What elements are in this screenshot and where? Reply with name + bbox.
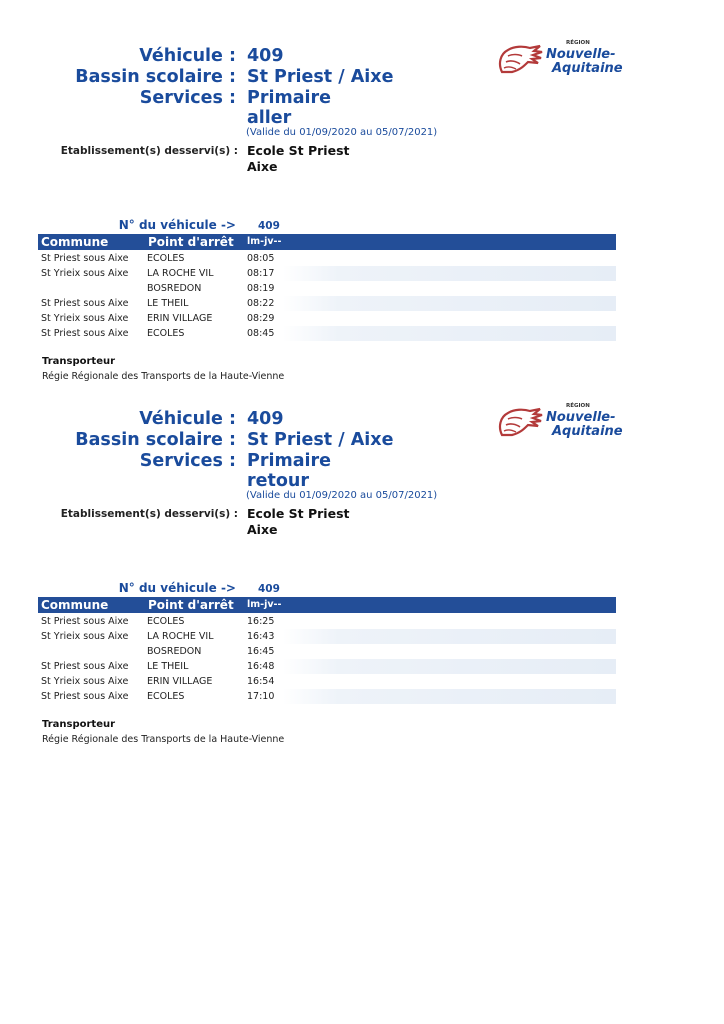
stop-cell: BOSREDON	[147, 283, 202, 294]
table-row	[38, 689, 616, 704]
table-header	[38, 234, 616, 250]
stop-cell: ERIN VILLAGE	[147, 676, 213, 687]
time-cell: 08:45	[247, 328, 275, 339]
time-cell: 08:05	[247, 253, 275, 264]
commune-cell: St Yrieix sous Aixe	[41, 268, 129, 279]
table-body	[38, 614, 616, 704]
region-logo	[494, 40, 623, 82]
region-logo	[494, 403, 623, 445]
stop-cell: LA ROCHE VIL	[147, 268, 214, 279]
transporteur-name: Régie Régionale des Transports de la Haute-Vienne	[42, 734, 285, 745]
transporteur-label: Transporteur	[42, 356, 116, 367]
etablissement-line-2: Aixe	[247, 159, 278, 174]
time-cell: 08:29	[247, 313, 275, 324]
etablissement-line-1: Ecole St Priest	[247, 506, 350, 521]
vehicule-num-label: N° du véhicule ->	[118, 581, 236, 595]
vehicule-num-value: 409	[258, 583, 280, 595]
logo-line-2: Aquitaine	[552, 61, 623, 76]
services-value: Primaire	[247, 451, 331, 471]
col-days: lm-jv--	[247, 599, 282, 610]
table-row	[38, 629, 616, 644]
table-row	[38, 281, 616, 296]
table-row	[38, 674, 616, 689]
bassin-label: Bassin scolaire :	[75, 430, 236, 450]
services-value: Primaire	[247, 88, 331, 108]
bassin-value: St Priest / Aixe	[247, 67, 394, 87]
timetable-block-aller	[0, 0, 724, 382]
commune-cell: St Yrieix sous Aixe	[41, 631, 129, 642]
vehicule-num-value: 409	[258, 220, 280, 232]
validity-text: (Valide du 01/09/2020 au 05/07/2021)	[246, 490, 438, 501]
stop-cell: LA ROCHE VIL	[147, 631, 214, 642]
vehicule-label: Véhicule :	[139, 409, 236, 429]
vehicule-value: 409	[247, 46, 284, 66]
logo-line-1: Nouvelle-	[546, 410, 616, 425]
commune-cell: St Priest sous Aixe	[41, 253, 129, 264]
stop-cell: LE THEIL	[147, 298, 189, 309]
commune-cell: St Yrieix sous Aixe	[41, 676, 129, 687]
commune-cell: St Priest sous Aixe	[41, 328, 129, 339]
time-cell: 16:54	[247, 676, 275, 687]
table-row	[38, 614, 616, 629]
logo-region-text: RÉGION	[566, 40, 590, 46]
table-body	[38, 251, 616, 341]
table-row	[38, 326, 616, 341]
commune-cell: St Priest sous Aixe	[41, 691, 129, 702]
stop-cell: ECOLES	[147, 328, 185, 339]
stop-cell: LE THEIL	[147, 661, 189, 672]
vehicule-num-label: N° du véhicule ->	[118, 218, 236, 232]
etablissement-line-1: Ecole St Priest	[247, 143, 350, 158]
time-cell: 16:45	[247, 646, 275, 657]
commune-cell: St Yrieix sous Aixe	[41, 313, 129, 324]
transporteur-label: Transporteur	[42, 719, 116, 730]
transporteur-name: Régie Régionale des Transports de la Haute-Vienne	[42, 371, 285, 382]
time-cell: 08:17	[247, 268, 275, 279]
stop-cell: ECOLES	[147, 253, 185, 264]
etablissements-label: Etablissement(s) desservi(s) :	[60, 508, 238, 520]
time-cell: 17:10	[247, 691, 275, 702]
col-days: lm-jv--	[247, 236, 282, 247]
logo-line-2: Aquitaine	[552, 424, 623, 439]
logo-region-text: RÉGION	[566, 403, 590, 409]
services-label: Services :	[139, 88, 236, 108]
col-point: Point d'arrêt	[148, 598, 234, 612]
stop-cell: ERIN VILLAGE	[147, 313, 213, 324]
time-cell: 08:22	[247, 298, 275, 309]
direction-value: retour	[247, 471, 309, 491]
commune-cell: St Priest sous Aixe	[41, 661, 129, 672]
stop-cell: BOSREDON	[147, 646, 202, 657]
time-cell: 16:25	[247, 616, 275, 627]
stop-cell: ECOLES	[147, 691, 185, 702]
commune-cell: St Priest sous Aixe	[41, 298, 129, 309]
col-commune: Commune	[41, 598, 109, 612]
lion-emblem-icon	[494, 42, 546, 78]
time-cell: 08:19	[247, 283, 275, 294]
vehicule-value: 409	[247, 409, 284, 429]
services-label: Services :	[139, 451, 236, 471]
timetable-block-retour	[0, 363, 724, 745]
col-commune: Commune	[41, 235, 109, 249]
table-row	[38, 251, 616, 266]
etablissement-line-2: Aixe	[247, 522, 278, 537]
col-point: Point d'arrêt	[148, 235, 234, 249]
etablissements-label: Etablissement(s) desservi(s) :	[60, 145, 238, 157]
commune-cell: St Priest sous Aixe	[41, 616, 129, 627]
time-cell: 16:43	[247, 631, 275, 642]
lion-emblem-icon	[494, 405, 546, 441]
table-row	[38, 644, 616, 659]
vehicule-label: Véhicule :	[139, 46, 236, 66]
bassin-value: St Priest / Aixe	[247, 430, 394, 450]
table-row	[38, 659, 616, 674]
bassin-label: Bassin scolaire :	[75, 67, 236, 87]
time-cell: 16:48	[247, 661, 275, 672]
table-row	[38, 266, 616, 281]
table-row	[38, 296, 616, 311]
table-row	[38, 311, 616, 326]
table-header	[38, 597, 616, 613]
validity-text: (Valide du 01/09/2020 au 05/07/2021)	[246, 127, 438, 138]
direction-value: aller	[247, 108, 292, 128]
logo-line-1: Nouvelle-	[546, 47, 616, 62]
stop-cell: ECOLES	[147, 616, 185, 627]
